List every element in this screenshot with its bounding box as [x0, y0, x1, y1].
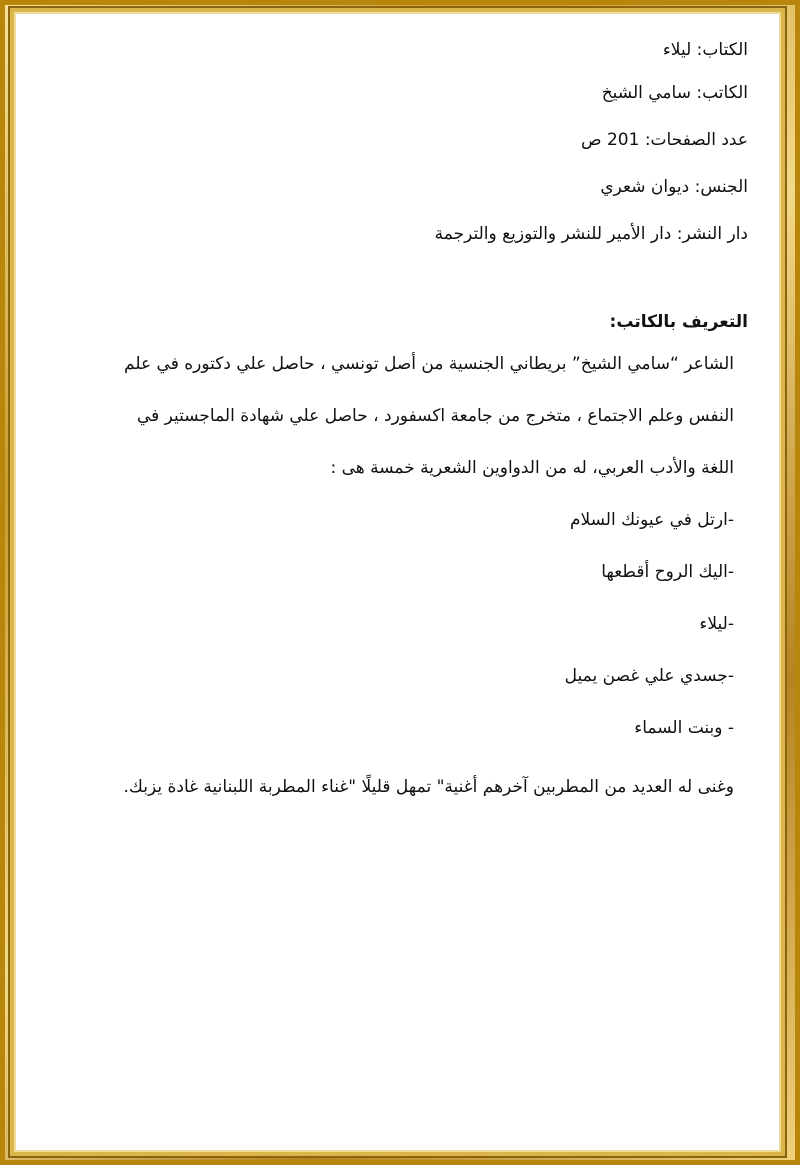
book-publisher-line: دار النشر: دار الأمير للنشر والتوزيع والترجمة — [434, 224, 748, 244]
collection-item: -ليلاء — [699, 614, 734, 634]
book-genre-line: الجنس: ديوان شعري — [600, 177, 748, 197]
collection-item: -اليك الروح أقطعها — [601, 562, 734, 582]
collection-item: -جسدي علي غصن يميل — [564, 666, 734, 686]
book-pages-line: عدد الصفحات: 201 ص — [581, 130, 748, 150]
book-author-line: الكاتب: سامي الشيخ — [601, 83, 748, 103]
document-content — [40, 30, 748, 812]
closing-paragraph: وغنى له العديد من المطربين آخرهم أغنية" تمهل قليلًا "غناء المطربة اللبنانية غادة يزبك. — [123, 777, 734, 797]
collection-item: -ارتل في عيونك السلام — [569, 510, 734, 530]
collection-item: - وبنت السماء — [634, 718, 734, 738]
poetry-collections-list — [40, 494, 748, 754]
author-bio — [40, 338, 748, 494]
author-bio-line: اللغة والأدب العربي، له من الدواوين الشعرية خمسة هى : — [330, 458, 734, 478]
section-spacer — [40, 258, 748, 298]
author-bio-line: النفس وعلم الاجتماع ، متخرج من جامعة اكسفورد ، حاصل علي شهادة الماجستير في — [136, 406, 734, 426]
author-section-heading: التعريف بالكاتب: — [609, 312, 748, 332]
book-title-line: الكتاب: ليلاء — [662, 40, 748, 60]
author-bio-line: الشاعر “سامي الشيخ” بريطاني الجنسية من أصل تونسي ، حاصل علي دكتوره في علم — [124, 354, 734, 374]
